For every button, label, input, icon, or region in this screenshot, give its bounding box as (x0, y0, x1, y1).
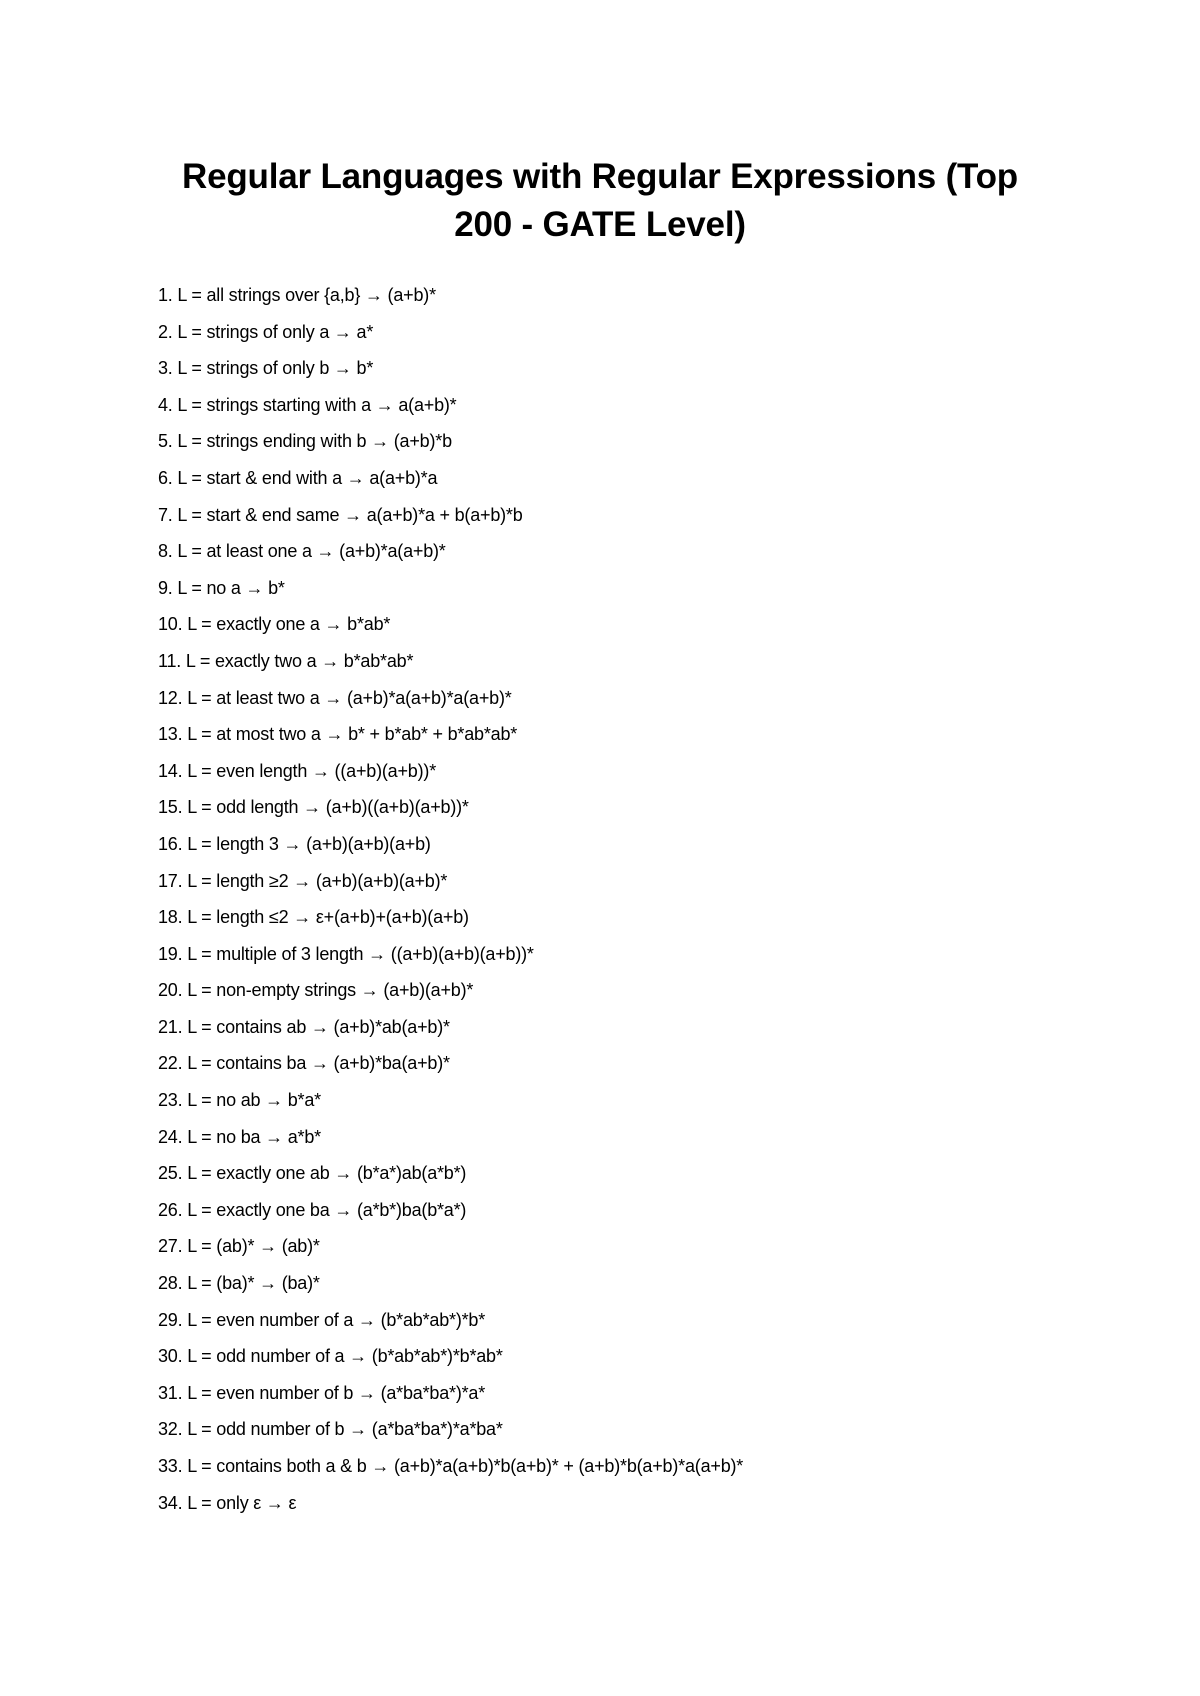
page-title: Regular Languages with Regular Expressions (Top 200 - GATE Level) (182, 157, 1018, 244)
list-item: 24. L = no ba → a*b* (158, 1126, 321, 1147)
list-item: 18. L = length ≤2 → ε+(a+b)+(a+b)(a+b) (158, 907, 469, 928)
list-item: 33. L = contains both a & b → (a+b)*a(a+b)*b(a+b)* + (a+b)*b(a+b)*a(a+b)* (158, 1456, 744, 1476)
list-item: 6. L = start & end with a → a(a+b)*a (158, 467, 438, 488)
list-item: 17. L = length ≥2 → (a+b)(a+b)(a+b)* (158, 870, 448, 891)
list-item: 26. L = exactly one ba → (a*b*)ba(b*a*) (158, 1199, 467, 1220)
list-item: 19. L = multiple of 3 length → ((a+b)(a+b)(a+b))* (158, 943, 534, 964)
list-item: 1. L = all strings over {a,b} → (a+b)* (158, 285, 436, 305)
list-item: 34. L = only ε → ε (158, 1492, 297, 1513)
list-item: 5. L = strings ending with b → (a+b)*b (158, 431, 452, 452)
list-item: 4. L = strings starting with a → a(a+b)* (158, 394, 457, 415)
list-item: 23. L = no ab → b*a* (158, 1090, 321, 1111)
list-item: 3. L = strings of only b → b* (158, 358, 374, 379)
list-item: 11. L = exactly two a → b*ab*ab* (158, 650, 414, 671)
list-item: 7. L = start & end same → a(a+b)*a + b(a+b)*b (158, 504, 523, 525)
list-item: 2. L = strings of only a → a* (158, 321, 374, 342)
list-item: 12. L = at least two a → (a+b)*a(a+b)*a(a+b)* (158, 687, 512, 708)
list-item: 8. L = at least one a → (a+b)*a(a+b)* (158, 541, 446, 562)
list-item: 30. L = odd number of a → (b*ab*ab*)*b*ab* (158, 1346, 503, 1367)
list-item: 29. L = even number of a → (b*ab*ab*)*b* (158, 1309, 486, 1330)
list-item: 31. L = even number of b → (a*ba*ba*)*a* (158, 1382, 486, 1403)
regex-list (158, 283, 1058, 1527)
list-item: 9. L = no a → b* (158, 577, 285, 598)
list-item: 20. L = non-empty strings → (a+b)(a+b)* (158, 980, 474, 1001)
list-item: 14. L = even length → ((a+b)(a+b))* (158, 760, 436, 781)
list-item: 25. L = exactly one ab → (b*a*)ab(a*b*) (158, 1163, 467, 1184)
list-item: 27. L = (ab)* → (ab)* (158, 1236, 320, 1257)
list-item: 28. L = (ba)* → (ba)* (158, 1273, 320, 1294)
list-item: 21. L = contains ab → (a+b)*ab(a+b)* (158, 1016, 450, 1037)
list-item: 22. L = contains ba → (a+b)*ba(a+b)* (158, 1053, 450, 1074)
list-item: 10. L = exactly one a → b*ab* (158, 614, 391, 635)
list-item: 15. L = odd length → (a+b)((a+b)(a+b))* (158, 797, 469, 818)
list-item: 16. L = length 3 → (a+b)(a+b)(a+b) (158, 833, 431, 854)
list-item: 13. L = at most two a → b* + b*ab* + b*ab*ab* (158, 724, 518, 745)
list-item: 32. L = odd number of b → (a*ba*ba*)*a*ba* (158, 1419, 503, 1440)
